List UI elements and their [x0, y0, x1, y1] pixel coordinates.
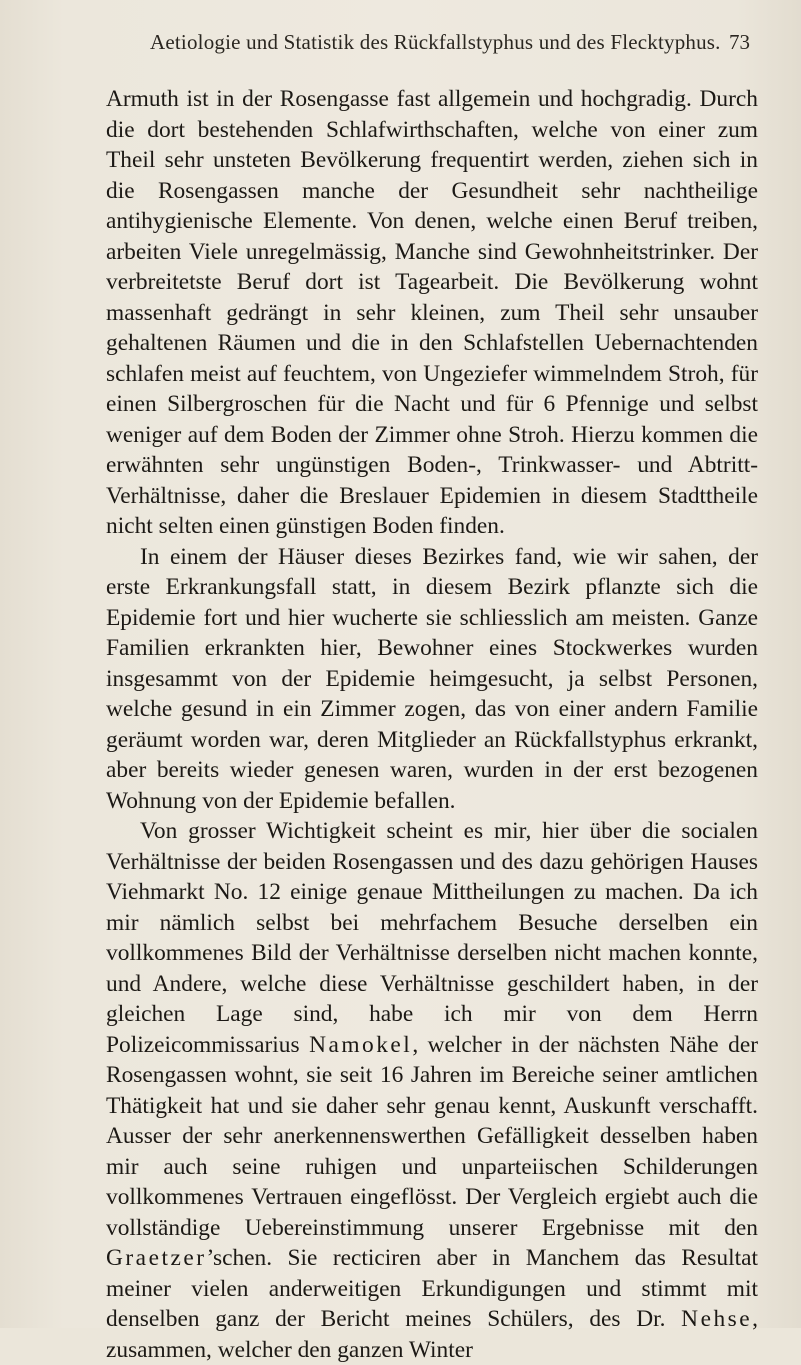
- paragraph-text: , welcher in der nächsten Nähe der Rosengassen wohnt, sie seit 16 Jahren im Bereiche seiner amtlichen Thätigkeit hat und sie daher sehr genau kennt, Auskunft verschafft. Ausser der sehr anerkennenswerthen Gefälligkeit desselben haben mir auch seine ruhigen und unparteiischen Schilderungen vollkommenes Vertrauen eingeflösst. Der Vergleich ergiebt auch die vollständige Uebereinstimmung unserer Ergebnisse mit den: [106, 1031, 758, 1241]
- paragraph-text: In einem der Häuser dieses Bezirkes fand, wie wir sahen, der erste Erkrankungsfall statt, in diesem Bezirk pflanzte sich die Epidemie fort und hier wucherte sie schliesslich am meisten. Ganze Familien erkrankten hier, Bewohner eines Stockwerkes wurden insgesammt von der Epidemie heimgesucht, ja selbst Personen, welche gesund in ein Zimmer zogen, das von einer andern Familie geräumt worden war, deren Mitglieder an Rückfallstyphus erkrankt, aber bereits wieder genesen waren, wurden in der erst bezogenen Wohnung von der Epidemie befallen.: [106, 543, 758, 814]
- paragraph-text: Armuth ist in der Rosengasse fast allgemein und hochgradig. Durch die dort bestehenden Schlafwirthschaften, welche von einer zum Theil sehr unsteten Bevölkerung frequentirt werden, ziehen sich in die Rosengassen manche der Gesundheit sehr nachtheilige antihygienische Elemente. Von denen, welche einen Beruf treiben, arbeiten Viele unregelmässig, Manche sind Gewohnheitstrinker. Der verbreitetste Beruf dort ist Tagearbeit. Die Bevölkerung wohnt massenhaft gedrängt in sehr kleinen, zum Theil sehr unsauber gehaltenen Räumen und die in den Schlafstellen Uebernachtenden schlafen meist auf feuchtem, von Ungeziefer wimmelndem Stroh, für einen Silbergroschen für die Nacht und für 6 Pfennige und selbst weniger auf dem Boden der Zimmer ohne Stroh. Hierzu kommen die erwähnten sehr ungünstigen Boden-, Trinkwasser- und Abtritt-Verhältnisse, daher die Breslauer Epidemien in diesem Stadttheile nicht selten einen günstigen Boden finden.: [106, 86, 758, 539]
- page-number: 73: [729, 30, 750, 54]
- paragraph-1: [106, 84, 758, 542]
- paragraph-2: [106, 542, 758, 817]
- paragraph-text: , zusammen, welcher den ganzen Winter: [106, 1306, 758, 1363]
- name-graetzer: Graetzer: [106, 1245, 207, 1271]
- paragraph-text: Von grosser Wichtigkeit scheint es mir, hier über die socialen Verhältnisse der beiden Rosengassen und des dazu gehörigen Hauses Viehmarkt No. 12 einige genaue Mittheilungen zu machen. Da ich mir nämlich selbst bei mehrfachem Besuche derselben ein vollkommenes Bild der Verhältnisse derselben nicht machen konnte, und Andere, welche diese Verhältnisse geschildert haben, in der gleichen Lage sind, habe ich mir von dem Herrn Polizeicommissarius: [106, 818, 758, 1058]
- paragraph-3: [106, 816, 758, 1365]
- name-nehse: Nehse: [681, 1306, 753, 1332]
- running-head: Aetiologie und Statistik des Rückfallstyphus und des Flecktyphus.: [150, 30, 721, 54]
- paragraph-text: ’schen. Sie recticiren aber in Manchem das Resultat meiner vielen anderweitigen Erkundigungen und stimmt mit denselben ganz der Bericht meines Schülers, des Dr.: [106, 1245, 758, 1332]
- body-text: [106, 84, 758, 1363]
- name-namokel: Namokel: [309, 1031, 413, 1058]
- page-header: [150, 22, 750, 62]
